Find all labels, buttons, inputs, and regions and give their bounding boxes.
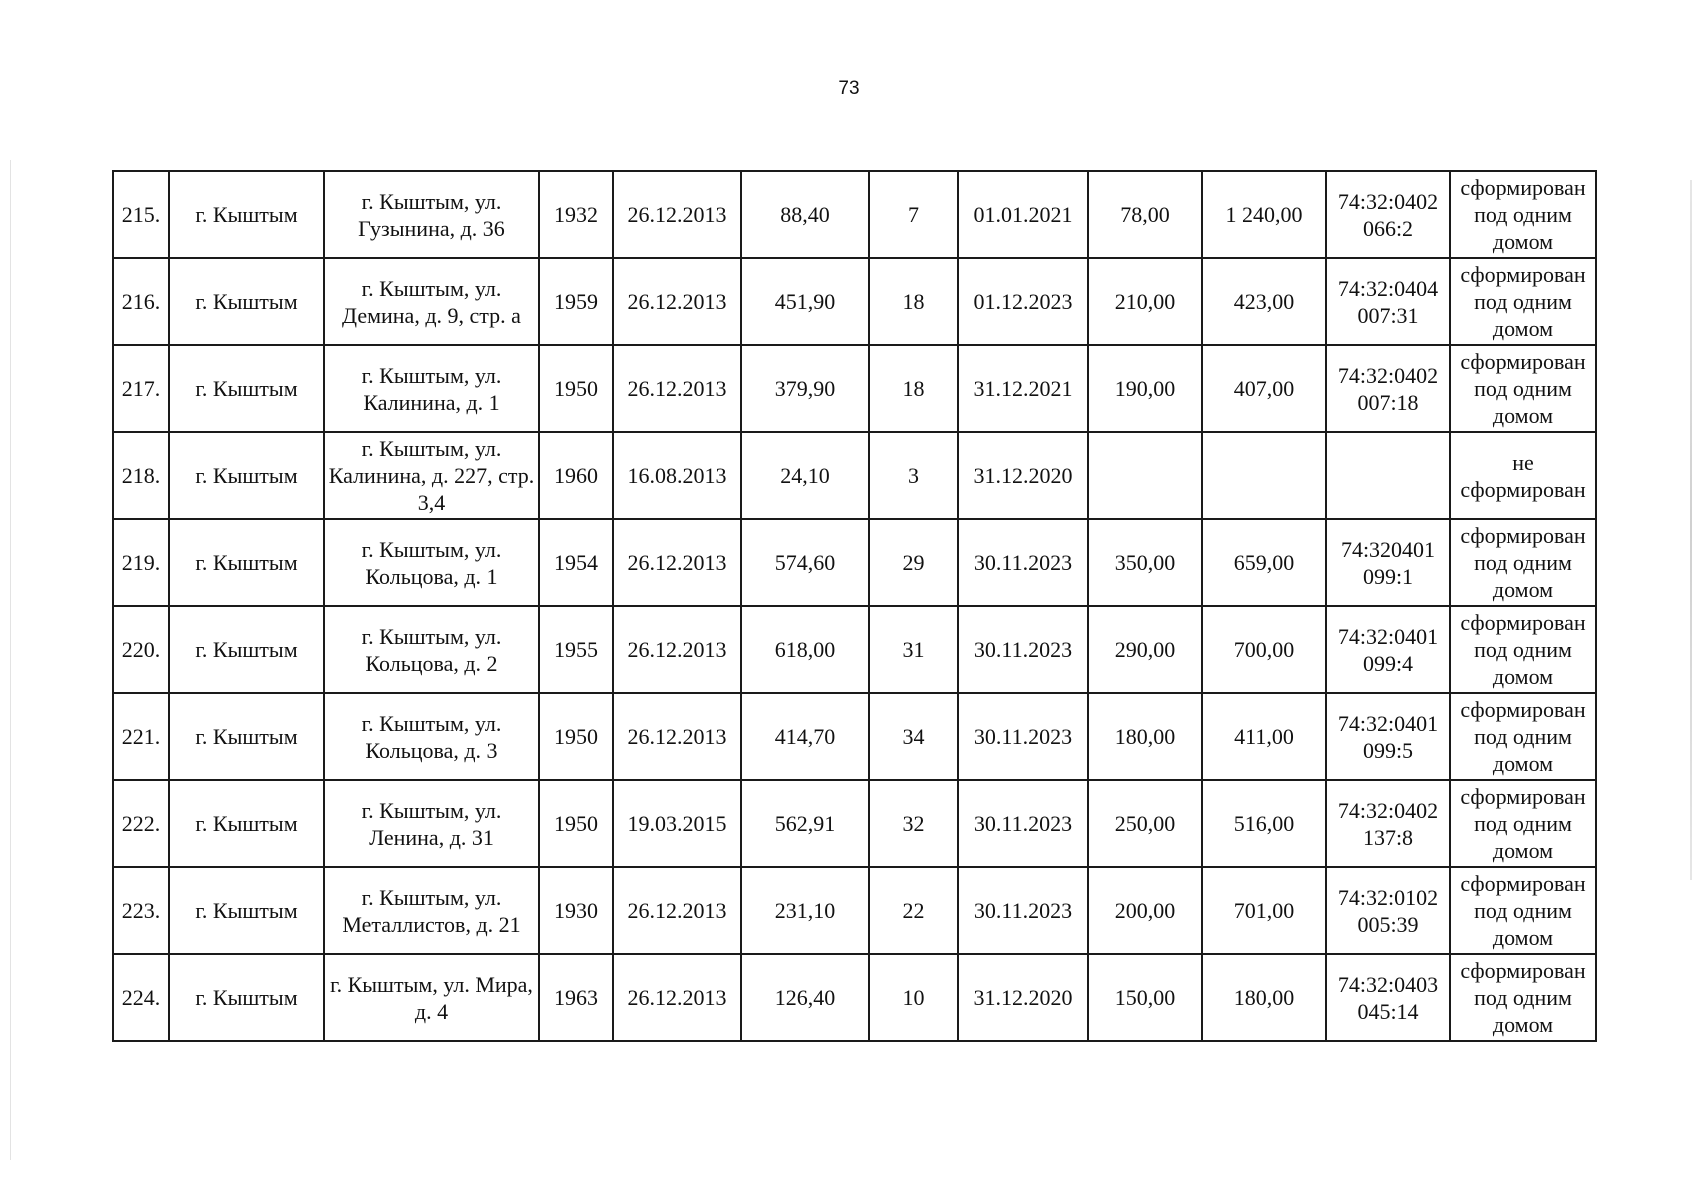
planned-date-cell: 31.12.2020: [958, 432, 1088, 519]
value-cell-1: 190,00: [1088, 345, 1202, 432]
area-cell: 126,40: [741, 954, 869, 1041]
value-cell-1: 210,00: [1088, 258, 1202, 345]
value-cell-2: 411,00: [1202, 693, 1326, 780]
value-cell-1: 150,00: [1088, 954, 1202, 1041]
status-cell: сформирован под одним домом: [1450, 171, 1596, 258]
residents-cell: 18: [869, 258, 958, 345]
scan-edge-right: [1690, 180, 1692, 880]
address-cell: г. Кыштым, ул. Демина, д. 9, стр. а: [324, 258, 539, 345]
city-cell: г. Кыштым: [169, 606, 324, 693]
address-cell: г. Кыштым, ул. Кольцова, д. 3: [324, 693, 539, 780]
year-cell: 1950: [539, 345, 613, 432]
cadastral-number-cell: 74:32:0102 005:39: [1326, 867, 1450, 954]
value-cell-2: 1 240,00: [1202, 171, 1326, 258]
address-cell: г. Кыштым, ул. Мира, д. 4: [324, 954, 539, 1041]
planned-date-cell: 31.12.2021: [958, 345, 1088, 432]
status-cell: сформирован под одним домом: [1450, 519, 1596, 606]
status-cell: сформирован под одним домом: [1450, 780, 1596, 867]
value-cell-1: 250,00: [1088, 780, 1202, 867]
address-cell: г. Кыштым, ул. Калинина, д. 227, стр. 3,4: [324, 432, 539, 519]
residents-cell: 18: [869, 345, 958, 432]
residents-cell: 7: [869, 171, 958, 258]
value-cell-1: 350,00: [1088, 519, 1202, 606]
residents-cell: 22: [869, 867, 958, 954]
residents-cell: 3: [869, 432, 958, 519]
residents-cell: 29: [869, 519, 958, 606]
status-cell: сформирован под одним домом: [1450, 693, 1596, 780]
cadastral-number-cell: 74:32:0403 045:14: [1326, 954, 1450, 1041]
table-row: [113, 345, 1596, 432]
city-cell: г. Кыштым: [169, 519, 324, 606]
city-cell: г. Кыштым: [169, 780, 324, 867]
residents-cell: 32: [869, 780, 958, 867]
table-row: [113, 258, 1596, 345]
table-row: [113, 780, 1596, 867]
address-cell: г. Кыштым, ул. Гузынина, д. 36: [324, 171, 539, 258]
year-cell: 1955: [539, 606, 613, 693]
value-cell-2: 700,00: [1202, 606, 1326, 693]
value-cell-2: 180,00: [1202, 954, 1326, 1041]
area-cell: 231,10: [741, 867, 869, 954]
value-cell-2: 701,00: [1202, 867, 1326, 954]
page-number: 73: [838, 78, 860, 99]
row-number-cell: 220.: [113, 606, 169, 693]
city-cell: г. Кыштым: [169, 432, 324, 519]
area-cell: 24,10: [741, 432, 869, 519]
row-number-cell: 219.: [113, 519, 169, 606]
year-cell: 1963: [539, 954, 613, 1041]
cadastral-number-cell: 74:32:0401 099:5: [1326, 693, 1450, 780]
status-cell: сформирован под одним домом: [1450, 345, 1596, 432]
city-cell: г. Кыштым: [169, 258, 324, 345]
scan-edge-left: [10, 160, 11, 1160]
value-cell-1: 78,00: [1088, 171, 1202, 258]
registration-date-cell: 26.12.2013: [613, 954, 741, 1041]
planned-date-cell: 30.11.2023: [958, 519, 1088, 606]
cadastral-number-cell: 74:32:0402 007:18: [1326, 345, 1450, 432]
status-cell: не сформирован: [1450, 432, 1596, 519]
row-number-cell: 222.: [113, 780, 169, 867]
residents-cell: 34: [869, 693, 958, 780]
row-number-cell: 217.: [113, 345, 169, 432]
registration-date-cell: 26.12.2013: [613, 693, 741, 780]
value-cell-1: 290,00: [1088, 606, 1202, 693]
city-cell: г. Кыштым: [169, 171, 324, 258]
table-row: [113, 693, 1596, 780]
city-cell: г. Кыштым: [169, 954, 324, 1041]
status-cell: сформирован под одним домом: [1450, 606, 1596, 693]
value-cell-2: 516,00: [1202, 780, 1326, 867]
city-cell: г. Кыштым: [169, 867, 324, 954]
year-cell: 1930: [539, 867, 613, 954]
area-cell: 574,60: [741, 519, 869, 606]
value-cell-1: 180,00: [1088, 693, 1202, 780]
value-cell-2: 407,00: [1202, 345, 1326, 432]
planned-date-cell: 30.11.2023: [958, 606, 1088, 693]
housing-registry-table: [112, 170, 1597, 1042]
table-row: [113, 171, 1596, 258]
year-cell: 1960: [539, 432, 613, 519]
value-cell-1: [1088, 432, 1202, 519]
cadastral-number-cell: 74:32:0401 099:4: [1326, 606, 1450, 693]
cadastral-number-cell: 74:32:0402 066:2: [1326, 171, 1450, 258]
address-cell: г. Кыштым, ул. Ленина, д. 31: [324, 780, 539, 867]
registration-date-cell: 26.12.2013: [613, 171, 741, 258]
area-cell: 451,90: [741, 258, 869, 345]
table-row: [113, 954, 1596, 1041]
year-cell: 1932: [539, 171, 613, 258]
year-cell: 1959: [539, 258, 613, 345]
address-cell: г. Кыштым, ул. Кольцова, д. 2: [324, 606, 539, 693]
area-cell: 88,40: [741, 171, 869, 258]
residents-cell: 10: [869, 954, 958, 1041]
city-cell: г. Кыштым: [169, 693, 324, 780]
status-cell: сформирован под одним домом: [1450, 258, 1596, 345]
year-cell: 1954: [539, 519, 613, 606]
planned-date-cell: 30.11.2023: [958, 780, 1088, 867]
row-number-cell: 224.: [113, 954, 169, 1041]
area-cell: 562,91: [741, 780, 869, 867]
planned-date-cell: 31.12.2020: [958, 954, 1088, 1041]
planned-date-cell: 30.11.2023: [958, 693, 1088, 780]
address-cell: г. Кыштым, ул. Кольцова, д. 1: [324, 519, 539, 606]
cadastral-number-cell: 74:32:0402 137:8: [1326, 780, 1450, 867]
city-cell: г. Кыштым: [169, 345, 324, 432]
table-row: [113, 867, 1596, 954]
area-cell: 414,70: [741, 693, 869, 780]
planned-date-cell: 30.11.2023: [958, 867, 1088, 954]
row-number-cell: 218.: [113, 432, 169, 519]
planned-date-cell: 01.01.2021: [958, 171, 1088, 258]
status-cell: сформирован под одним домом: [1450, 867, 1596, 954]
row-number-cell: 215.: [113, 171, 169, 258]
table-row: [113, 606, 1596, 693]
value-cell-1: 200,00: [1088, 867, 1202, 954]
value-cell-2: 659,00: [1202, 519, 1326, 606]
table-row: [113, 432, 1596, 519]
status-cell: сформирован под одним домом: [1450, 954, 1596, 1041]
registration-date-cell: 26.12.2013: [613, 519, 741, 606]
value-cell-2: [1202, 432, 1326, 519]
address-cell: г. Кыштым, ул. Металлистов, д. 21: [324, 867, 539, 954]
registration-date-cell: 19.03.2015: [613, 780, 741, 867]
registration-date-cell: 26.12.2013: [613, 606, 741, 693]
planned-date-cell: 01.12.2023: [958, 258, 1088, 345]
row-number-cell: 216.: [113, 258, 169, 345]
cadastral-number-cell: 74:320401 099:1: [1326, 519, 1450, 606]
cadastral-number-cell: 74:32:0404 007:31: [1326, 258, 1450, 345]
table-body: [113, 171, 1596, 1041]
value-cell-2: 423,00: [1202, 258, 1326, 345]
registration-date-cell: 16.08.2013: [613, 432, 741, 519]
cadastral-number-cell: [1326, 432, 1450, 519]
residents-cell: 31: [869, 606, 958, 693]
registration-date-cell: 26.12.2013: [613, 258, 741, 345]
address-cell: г. Кыштым, ул. Калинина, д. 1: [324, 345, 539, 432]
year-cell: 1950: [539, 780, 613, 867]
year-cell: 1950: [539, 693, 613, 780]
row-number-cell: 223.: [113, 867, 169, 954]
registration-date-cell: 26.12.2013: [613, 345, 741, 432]
area-cell: 379,90: [741, 345, 869, 432]
registration-date-cell: 26.12.2013: [613, 867, 741, 954]
table-row: [113, 519, 1596, 606]
row-number-cell: 221.: [113, 693, 169, 780]
area-cell: 618,00: [741, 606, 869, 693]
